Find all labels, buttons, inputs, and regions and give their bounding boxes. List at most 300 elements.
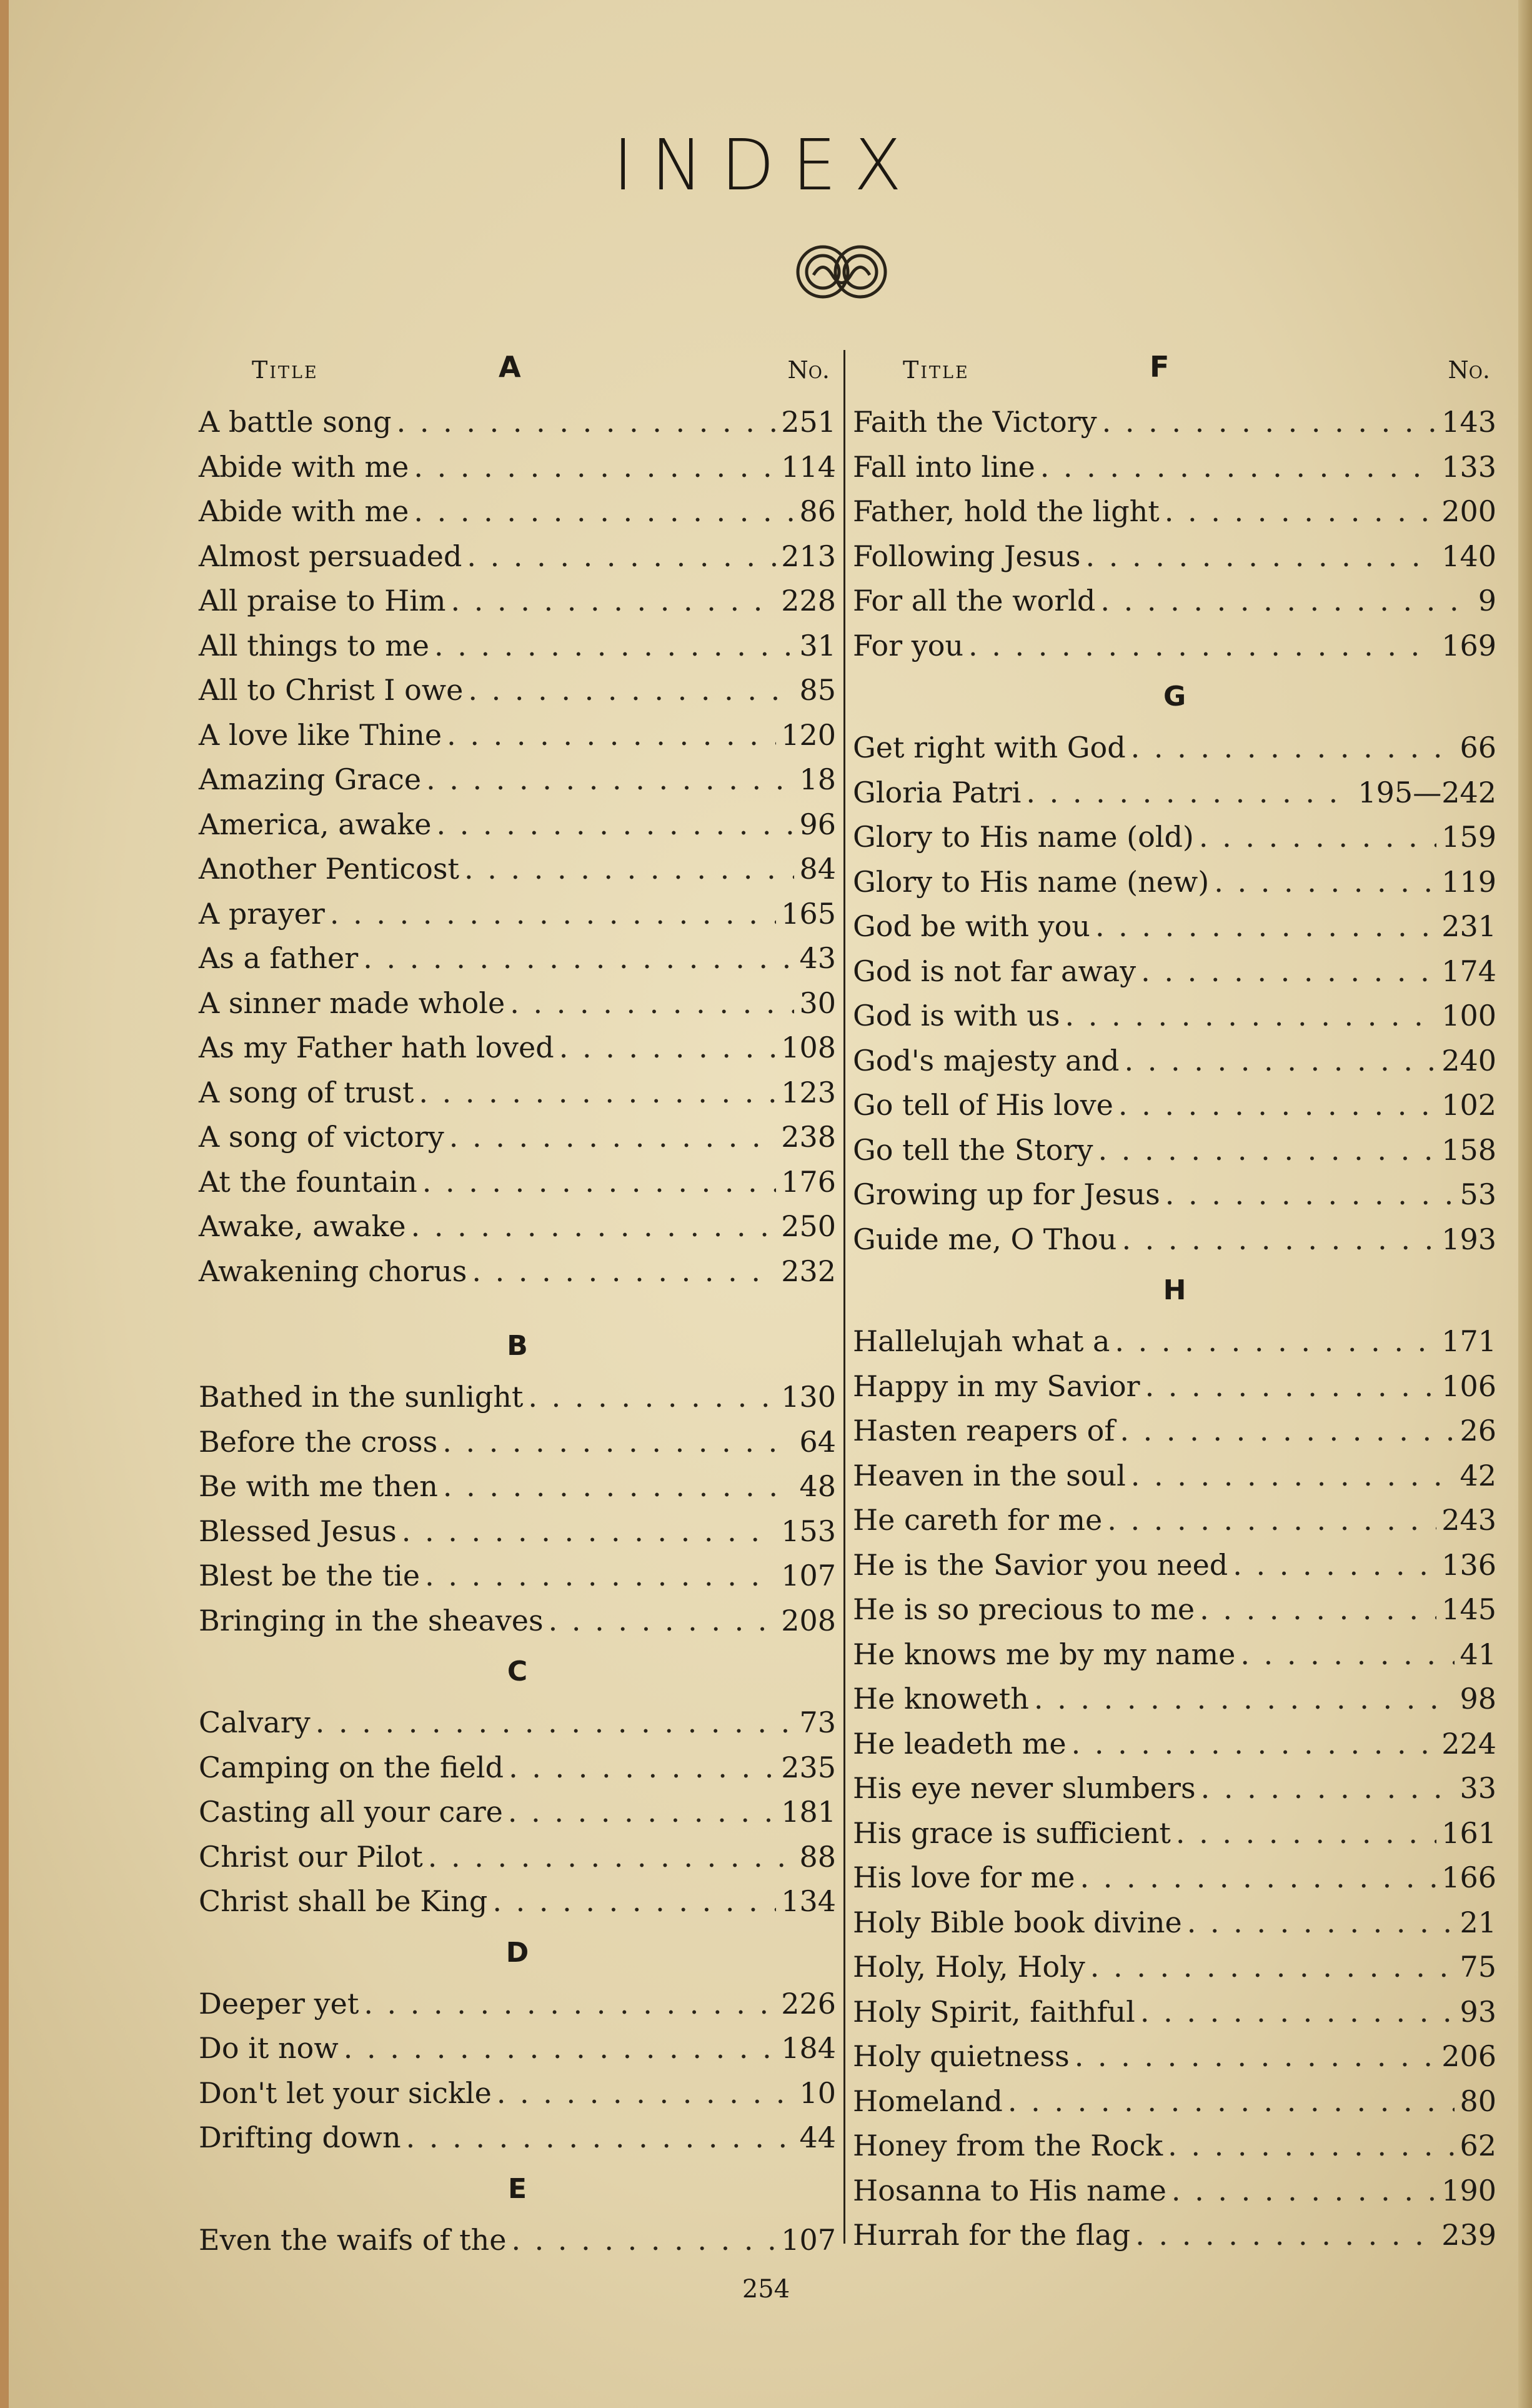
entry-title: Drifting down [199,2121,401,2154]
index-entry [199,668,836,713]
dot-leader [1165,489,1436,534]
dot-leader [1026,771,1353,816]
index-entry [199,1835,836,1880]
entry-number: 238 [781,1120,836,1154]
index-entry [853,579,1496,624]
entry-number: 140 [1441,539,1496,573]
dot-leader [1240,1632,1455,1677]
entry-title: A song of victory [199,1120,444,1154]
entry-title: A song of trust [199,1075,414,1109]
entry-title: God is with us [853,999,1060,1032]
entry-title: Growing up for Jesus [853,1177,1160,1211]
section-letter-a: A [499,350,521,384]
dot-leader [316,1701,795,1746]
dot-leader [1102,400,1437,445]
index-entry [853,994,1496,1039]
index-entry [853,904,1496,949]
entry-title: Almost persuaded [199,539,462,573]
entry-number: 26 [1460,1414,1496,1447]
index-entry [853,1319,1496,1364]
entry-title: God's majesty and [853,1043,1120,1077]
dot-leader [1115,1319,1436,1364]
section-letter-c: C [507,1656,528,1687]
entry-title: Fall into line [853,449,1035,484]
index-entry [853,2169,1496,2214]
dot-leader [425,1554,776,1599]
index-entry [853,860,1496,905]
index-entry [199,1375,836,1420]
index-entry [199,445,836,490]
entry-title: God be with you [853,909,1090,943]
entry-number: 107 [781,2222,836,2257]
dot-leader [422,1160,776,1205]
index-column-left [199,350,836,2262]
entry-title: Before the cross [199,1424,438,1459]
entry-list-a [199,400,836,1294]
dot-leader [363,936,794,981]
entry-number: 143 [1441,405,1496,439]
entry-title: Abide with me [199,494,409,528]
entry-number: 213 [781,539,836,573]
dot-leader [1065,994,1437,1039]
entry-number: 134 [781,1884,836,1918]
entry-number: 33 [1460,1771,1496,1805]
index-entry [853,1217,1496,1262]
entry-number: 240 [1441,1043,1496,1077]
dot-leader [1120,1409,1455,1454]
entry-title: Go tell the Story [853,1132,1093,1167]
entry-number: 165 [781,896,836,931]
entry-title: Heaven in the soul [853,1458,1126,1492]
index-entry [853,726,1496,771]
entry-title: Glory to His name (old) [853,820,1194,854]
dot-leader [559,1026,776,1071]
entry-number: 206 [1441,2039,1496,2073]
dot-leader [468,668,794,713]
title-header: Title [903,356,970,384]
entry-number: 86 [799,494,836,528]
index-entry [199,1464,836,1509]
entry-title: All things to me [199,628,430,662]
dot-leader [1171,2169,1436,2214]
entry-title: Bringing in the sheaves [199,1603,544,1637]
entry-title: All to Christ I owe [199,673,464,707]
dot-leader [1176,1811,1436,1856]
index-entry [199,2071,836,2116]
entry-title: Holy, Holy, Holy [853,1950,1085,1984]
entry-title: His love for me [853,1861,1075,1894]
entry-number: 208 [781,1603,836,1637]
entry-title: Get right with God [853,731,1126,764]
entry-title: He careth for me [853,1503,1103,1537]
dot-leader [426,757,794,802]
index-entry [853,1498,1496,1543]
index-entry [199,1790,836,1835]
entry-title: Even the waifs of the [199,2222,507,2257]
entry-number: 93 [1460,1994,1496,2029]
title-header: Title [252,356,319,384]
index-entry [853,445,1496,490]
index-entry [199,936,836,981]
dot-leader [1118,1083,1436,1128]
index-entry [199,892,836,937]
dot-leader [1080,1856,1436,1901]
index-entry [199,847,836,892]
entry-number: 108 [781,1031,836,1064]
index-entry [853,1454,1496,1499]
entry-number: 232 [781,1254,836,1288]
index-entry [853,1811,1496,1856]
dot-leader [1034,1677,1455,1722]
dot-leader [437,802,795,847]
entry-title: Hurrah for the flag [853,2218,1131,2252]
entry-title: Casting all your care [199,1795,503,1829]
entry-title: Glory to His name (new) [853,864,1210,899]
entry-number: 133 [1441,449,1496,484]
entry-title: Hasten reapers of [853,1414,1115,1447]
index-entry [853,949,1496,994]
index-entry [199,1554,836,1599]
index-entry [853,1083,1496,1128]
entry-title: Following Jesus [853,539,1081,573]
column-header [853,350,1496,400]
entry-title: He knoweth [853,1682,1029,1716]
dot-leader [492,1879,776,1924]
entry-number: 235 [781,1750,836,1784]
dot-leader [510,981,794,1026]
index-entry [199,2026,836,2071]
entry-number: 88 [799,1839,836,1874]
entry-title: He knows me by my name [853,1637,1236,1671]
entry-title: America, awake [199,807,432,841]
entry-number: 84 [799,852,836,886]
entry-number: 96 [799,807,836,841]
dot-leader [1214,860,1436,905]
entry-title: Camping on the field [199,1750,504,1784]
entry-number: 42 [1460,1458,1496,1492]
index-entry [199,2218,836,2263]
dot-leader [443,1464,795,1509]
index-entry [199,489,836,534]
index-entry [199,1204,836,1249]
entry-list-c [199,1701,836,1924]
entry-title: Holy Spirit, faithful [853,1994,1135,2029]
number-header: No. [787,356,830,384]
dot-leader [364,1982,776,2027]
page-number: 254 [742,2275,790,2304]
dot-leader [1040,445,1437,490]
section-letter-h: H [1163,1274,1186,1306]
entry-number: 21 [1460,1905,1496,1939]
dot-leader [1201,1766,1455,1811]
entry-title: For you [853,628,964,662]
dot-leader [447,713,776,758]
dot-leader [434,624,794,669]
entry-title: Blest be the tie [199,1559,420,1592]
index-entry [853,1409,1496,1454]
entry-number: 31 [799,628,836,662]
dot-leader [1107,1498,1436,1543]
index-entry [199,400,836,445]
column-divider [843,350,845,2244]
entry-number: 120 [781,717,836,752]
entry-number: 80 [1460,2084,1496,2118]
dot-leader [508,1790,776,1835]
entry-number: 193 [1441,1222,1496,1256]
dot-leader [1100,579,1473,624]
index-entry [199,757,836,802]
dot-leader [414,445,776,490]
entry-number: 119 [1441,864,1496,899]
entry-number: 226 [781,1986,836,2021]
dot-leader [549,1599,777,1644]
dot-leader [1122,1217,1436,1262]
index-entry [853,400,1496,445]
index-entry [199,1026,836,1071]
index-entry [199,802,836,847]
entry-number: 100 [1441,999,1496,1032]
dot-leader [467,534,776,579]
entry-number: 169 [1441,628,1496,662]
dot-leader [1165,1172,1455,1217]
entry-number: 18 [799,762,836,796]
entry-number: 44 [799,2121,836,2154]
entry-list-e [199,2218,836,2263]
entry-title: At the fountain [199,1164,417,1199]
entry-number: 145 [1441,1592,1496,1626]
entry-number: 166 [1441,1861,1496,1894]
entry-number: 159 [1441,820,1496,854]
entry-title: His eye never slumbers [853,1771,1196,1805]
entry-title: As my Father hath loved [199,1031,554,1064]
index-entry [853,1722,1496,1767]
section-letter-g: G [1163,681,1186,712]
dot-leader [1131,726,1455,771]
index-entry [199,1746,836,1791]
entry-title: Do it now [199,2031,339,2065]
index-column-right [853,350,1496,2258]
entry-number: 171 [1441,1324,1496,1358]
entry-number: 158 [1441,1132,1496,1167]
index-entry [853,1990,1496,2035]
dot-leader [402,1509,776,1554]
entry-title: Another Penticost [199,852,459,886]
entry-number: 64 [799,1424,836,1459]
entry-number: 43 [799,941,836,975]
entry-title: Gloria Patri [853,775,1022,809]
entry-number: 190 [1441,2173,1496,2207]
index-entry [199,534,836,579]
page-title: INDEX [612,125,920,206]
dot-leader [442,1420,794,1465]
index-entry [853,2124,1496,2169]
entry-number: 10 [799,2076,836,2110]
index-entry [199,1701,836,1746]
entry-title: Christ our Pilot [199,1839,423,1874]
dot-leader [428,1835,795,1880]
entry-title: Deeper yet [199,1986,359,2021]
entry-number: 184 [781,2031,836,2065]
entry-number: 106 [1441,1369,1496,1403]
dot-leader [411,1204,777,1249]
index-entry [853,815,1496,860]
index-entry [853,2213,1496,2258]
dot-leader [1125,1039,1437,1084]
index-entry [853,1172,1496,1217]
dot-leader [464,847,794,892]
entry-number: 98 [1460,1682,1496,1716]
index-entry [853,624,1496,669]
dot-leader [1199,815,1436,860]
section-letter-b: B [507,1330,528,1362]
dot-leader [528,1375,776,1420]
index-entry [853,1677,1496,1722]
index-entry [853,1945,1496,1990]
entry-title: Awakening chorus [199,1254,467,1288]
entry-list-f [853,400,1496,668]
index-entry [199,1115,836,1160]
entry-number: 239 [1441,2218,1496,2252]
number-header: No. [1448,356,1490,384]
index-entry [853,1543,1496,1588]
dot-leader [1187,1901,1455,1946]
dot-leader [509,1746,776,1791]
index-entry [199,981,836,1026]
index-entry [853,2034,1496,2079]
entry-list-d [199,1982,836,2161]
index-entry [199,1599,836,1644]
dot-leader [397,400,777,445]
index-entry [199,713,836,758]
index-entry [853,1766,1496,1811]
dot-leader [414,489,794,534]
entry-title: Don't let your sickle [199,2076,492,2110]
index-entry [199,1160,836,1205]
index-entry [853,1039,1496,1084]
index-entry [853,534,1496,579]
index-entry [199,579,836,624]
entry-number: 251 [781,405,836,439]
dot-leader [472,1249,776,1294]
index-entry [199,1071,836,1116]
entry-title: Christ shall be King [199,1884,488,1918]
index-entry [853,1587,1496,1632]
entry-number: 30 [799,986,836,1020]
entry-title: Holy quietness [853,2039,1070,2073]
section-letter-d: D [505,1936,529,1969]
entry-title: God is not far away [853,954,1137,988]
dot-leader [1090,1945,1455,1990]
entry-title: Happy in my Savior [853,1369,1140,1403]
dot-leader [1200,1587,1436,1632]
dot-leader [406,2116,795,2161]
entry-title: Be with me then [199,1469,438,1503]
entry-title: Amazing Grace [199,762,422,796]
index-entry [199,1879,836,1924]
entry-title: For all the world [853,584,1096,617]
index-entry [853,1128,1496,1173]
entry-title: A love like Thine [199,717,442,752]
entry-number: 41 [1460,1637,1496,1671]
index-entry [199,1249,836,1294]
entry-title: He is so precious to me [853,1592,1195,1626]
entry-list-h [853,1319,1496,2258]
entry-number: 174 [1441,954,1496,988]
entry-title: Honey from the Rock [853,2129,1163,2162]
entry-title: Go tell of His love [853,1088,1113,1122]
dot-leader [968,624,1436,669]
entry-title: Father, hold the light [853,494,1160,528]
entry-number: 48 [799,1469,836,1503]
entry-title: Holy Bible book divine [853,1905,1182,1939]
dot-leader [1075,2034,1437,2079]
entry-number: 231 [1441,909,1496,943]
entry-title: As a father [199,941,359,975]
index-entry [199,1420,836,1465]
entry-number: 114 [781,449,836,484]
dot-leader [1135,2213,1436,2258]
index-entry [853,489,1496,534]
entry-title: Abide with me [199,449,409,484]
entry-title: His grace is sufficient [853,1816,1171,1850]
entry-title: Awake, awake [199,1209,406,1243]
dot-leader [511,2218,776,2263]
index-entry [853,1632,1496,1677]
entry-number: 176 [781,1164,836,1199]
entry-title: He is the Savior you need [853,1547,1228,1582]
entry-number: 153 [781,1514,836,1548]
dot-leader [1168,2124,1455,2169]
entry-number: 53 [1460,1177,1496,1211]
dot-leader [451,579,777,624]
entry-number: 228 [781,584,836,617]
dot-leader [1072,1722,1437,1767]
entry-number: 250 [781,1209,836,1243]
section-letter-e: E [507,2172,527,2205]
entry-number: 75 [1460,1950,1496,1984]
entry-number: 243 [1441,1503,1496,1537]
index-entry [853,771,1496,816]
entry-number: 85 [799,673,836,707]
column-header [199,350,836,400]
entry-number: 9 [1478,584,1496,617]
index-entry [853,1364,1496,1409]
dot-leader [330,892,776,937]
entry-number: 130 [781,1380,836,1414]
dot-leader [497,2071,795,2116]
entry-title: A sinner made whole [199,986,505,1020]
entry-title: Homeland [853,2084,1003,2118]
entry-number: 123 [781,1075,836,1109]
entry-title: Calvary [199,1706,311,1739]
index-entry [199,1509,836,1554]
entry-title: A prayer [199,896,325,931]
page-edge-left [0,0,9,2408]
entry-number: 161 [1441,1816,1496,1850]
entry-title: Bathed in the sunlight [199,1380,524,1414]
entry-number: 136 [1441,1547,1496,1582]
entry-number: 102 [1441,1088,1496,1122]
dot-leader [1131,1454,1455,1499]
dot-leader [419,1071,776,1116]
dot-leader [1141,949,1436,994]
dot-leader [1098,1128,1436,1173]
entry-title: He leadeth me [853,1726,1067,1761]
section-letter-f: F [1150,350,1170,384]
entry-title: Guide me, O Thou [853,1222,1117,1256]
dot-leader [344,2026,776,2071]
dot-leader [1140,1990,1455,2035]
